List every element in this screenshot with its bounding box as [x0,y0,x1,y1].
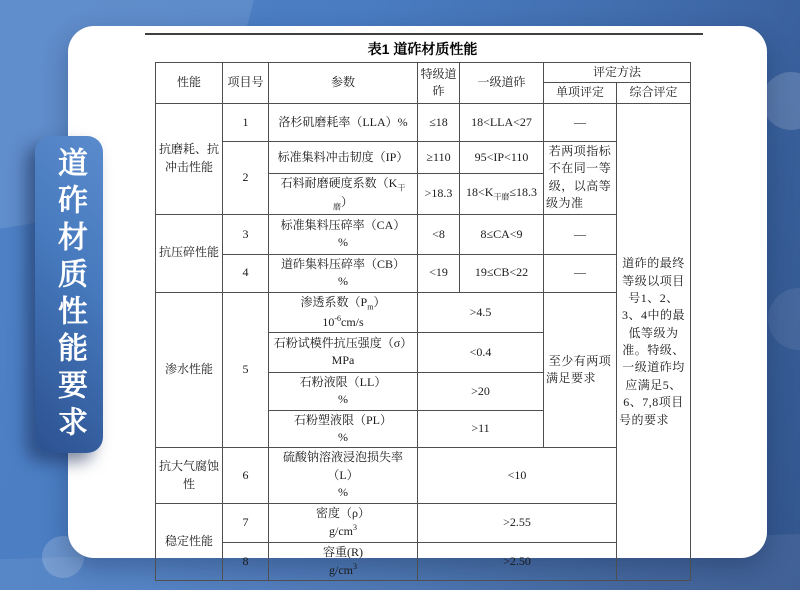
cell-r1-param: 洛杉矶磨耗率（LLA）% [269,103,418,141]
group-cell-crush: 抗压碎性能 [156,214,223,292]
ballast-quality-table [155,62,691,581]
cell-r3-special: <8 [418,214,460,254]
cell-r5c-value: >20 [418,372,544,410]
cell-r5-single: 至少有两项满足要求 [544,292,617,448]
cube-superscript: 3 [353,523,357,533]
cell-r4-single: — [544,254,617,292]
cell-r8-no: 8 [223,542,269,581]
cell-r5b-param: 石粉试模件抗压强度（σ） MPa [269,332,418,372]
cell-r2b-special: >18.3 [418,173,460,214]
cell-r4-first: 19≤CB<22 [460,254,544,292]
header-cell-single-eval: 单项评定 [544,83,617,103]
cell-r4-no: 4 [223,254,269,292]
cell-r5c-param: 石粉液限（LL） % [269,372,418,410]
cell-r2a-first: 95<IP<110 [460,141,544,173]
exp-superscript: -6 [334,313,341,323]
cell-r6-param: 硫酸钠溶液浸泡损失率（L） % [269,448,418,503]
title-rule [145,33,703,35]
decor-circle-right-top [762,72,800,130]
cell-comprehensive-note: 道砟的最终等级以项目号1、2、3、4中的最低等级为准。特级、一级道砟均应满足5、6、7,8项目号的要求 [617,103,691,581]
cell-r5b-value: <0.4 [418,332,544,372]
cube-superscript: 3 [353,562,357,572]
cell-r2b-param: 石料耐磨硬度系数$(K_{干磨})$ [269,173,418,214]
cell-r8-param: 容重(R) $g/cm^3$ [269,542,418,581]
cell-r5-no: 5 [223,292,269,448]
group-cell-corrosion: 抗大气腐蚀性 [156,448,223,503]
k-subscript: 干磨 [493,192,510,202]
side-banner-title: 道砟材质性能要求 [53,146,86,443]
cell-r6-value: <10 [418,448,617,503]
cell-r7-value: >2.55 [418,503,617,542]
group-cell-stability: 稳定性能 [156,503,223,581]
cell-r3-param: 标准集料压碎率（CA） % [269,214,418,254]
cell-r1-single: — [544,103,617,141]
cell-r3-no: 3 [223,214,269,254]
content-panel [68,26,767,578]
header-cell-performance: 性能 [156,63,223,104]
cell-r8-value: >2.50 [418,542,617,581]
side-banner [35,136,103,453]
decor-circle-right-mid [768,288,800,350]
cell-r5d-value: >11 [418,410,544,448]
table-title: 表1 道砟材质性能 [367,41,478,57]
group-cell-wear-impact: 抗磨耗、抗冲击性能 [156,103,223,214]
cell-r2-no: 2 [223,141,269,214]
cell-r2a-special: ≥110 [418,141,460,173]
cell-r3-single: — [544,214,617,254]
cell-r6-no: 6 [223,448,269,503]
cell-r4-param: 道砟集料压碎率（CB） % [269,254,418,292]
cell-r5a-param: 渗透系数$(P_m)$ $10^{-6}cm/s$ [269,292,418,332]
header-cell-method: 评定方法 [544,63,691,83]
cell-r3-first: 8≤CA<9 [460,214,544,254]
cell-r1-special: ≤18 [418,103,460,141]
cell-r2a-param: 标准集料冲击韧度（IP） [269,141,418,173]
group-cell-permeability: 渗水性能 [156,292,223,448]
k-subscript: 干磨 [332,183,406,212]
cell-r7-param: 密度（ρ） $g/cm^3$ [269,503,418,542]
cell-r2b-first: $18<K_{干磨}\le 18.3$ [460,173,544,214]
header-cell-item-no: 项目号 [223,63,269,104]
cell-r1-first: 18<LLA<27 [460,103,544,141]
cell-r1-no: 1 [223,103,269,141]
header-cell-comprehensive-eval: 综合评定 [617,83,691,103]
cell-r5a-value: >4.5 [418,292,544,332]
header-cell-special-grade: 特级道砟 [418,63,460,104]
header-cell-param: 参数 [269,63,418,104]
cell-r2-single: 若两项指标不在同一等级，以高等级为准 [544,141,617,214]
cell-r4-special: <19 [418,254,460,292]
pm-subscript: m [367,301,374,311]
cell-r7-no: 7 [223,503,269,542]
header-cell-first-grade: 一级道砟 [460,63,544,104]
cell-r5d-param: 石粉塑液限（PL） % [269,410,418,448]
